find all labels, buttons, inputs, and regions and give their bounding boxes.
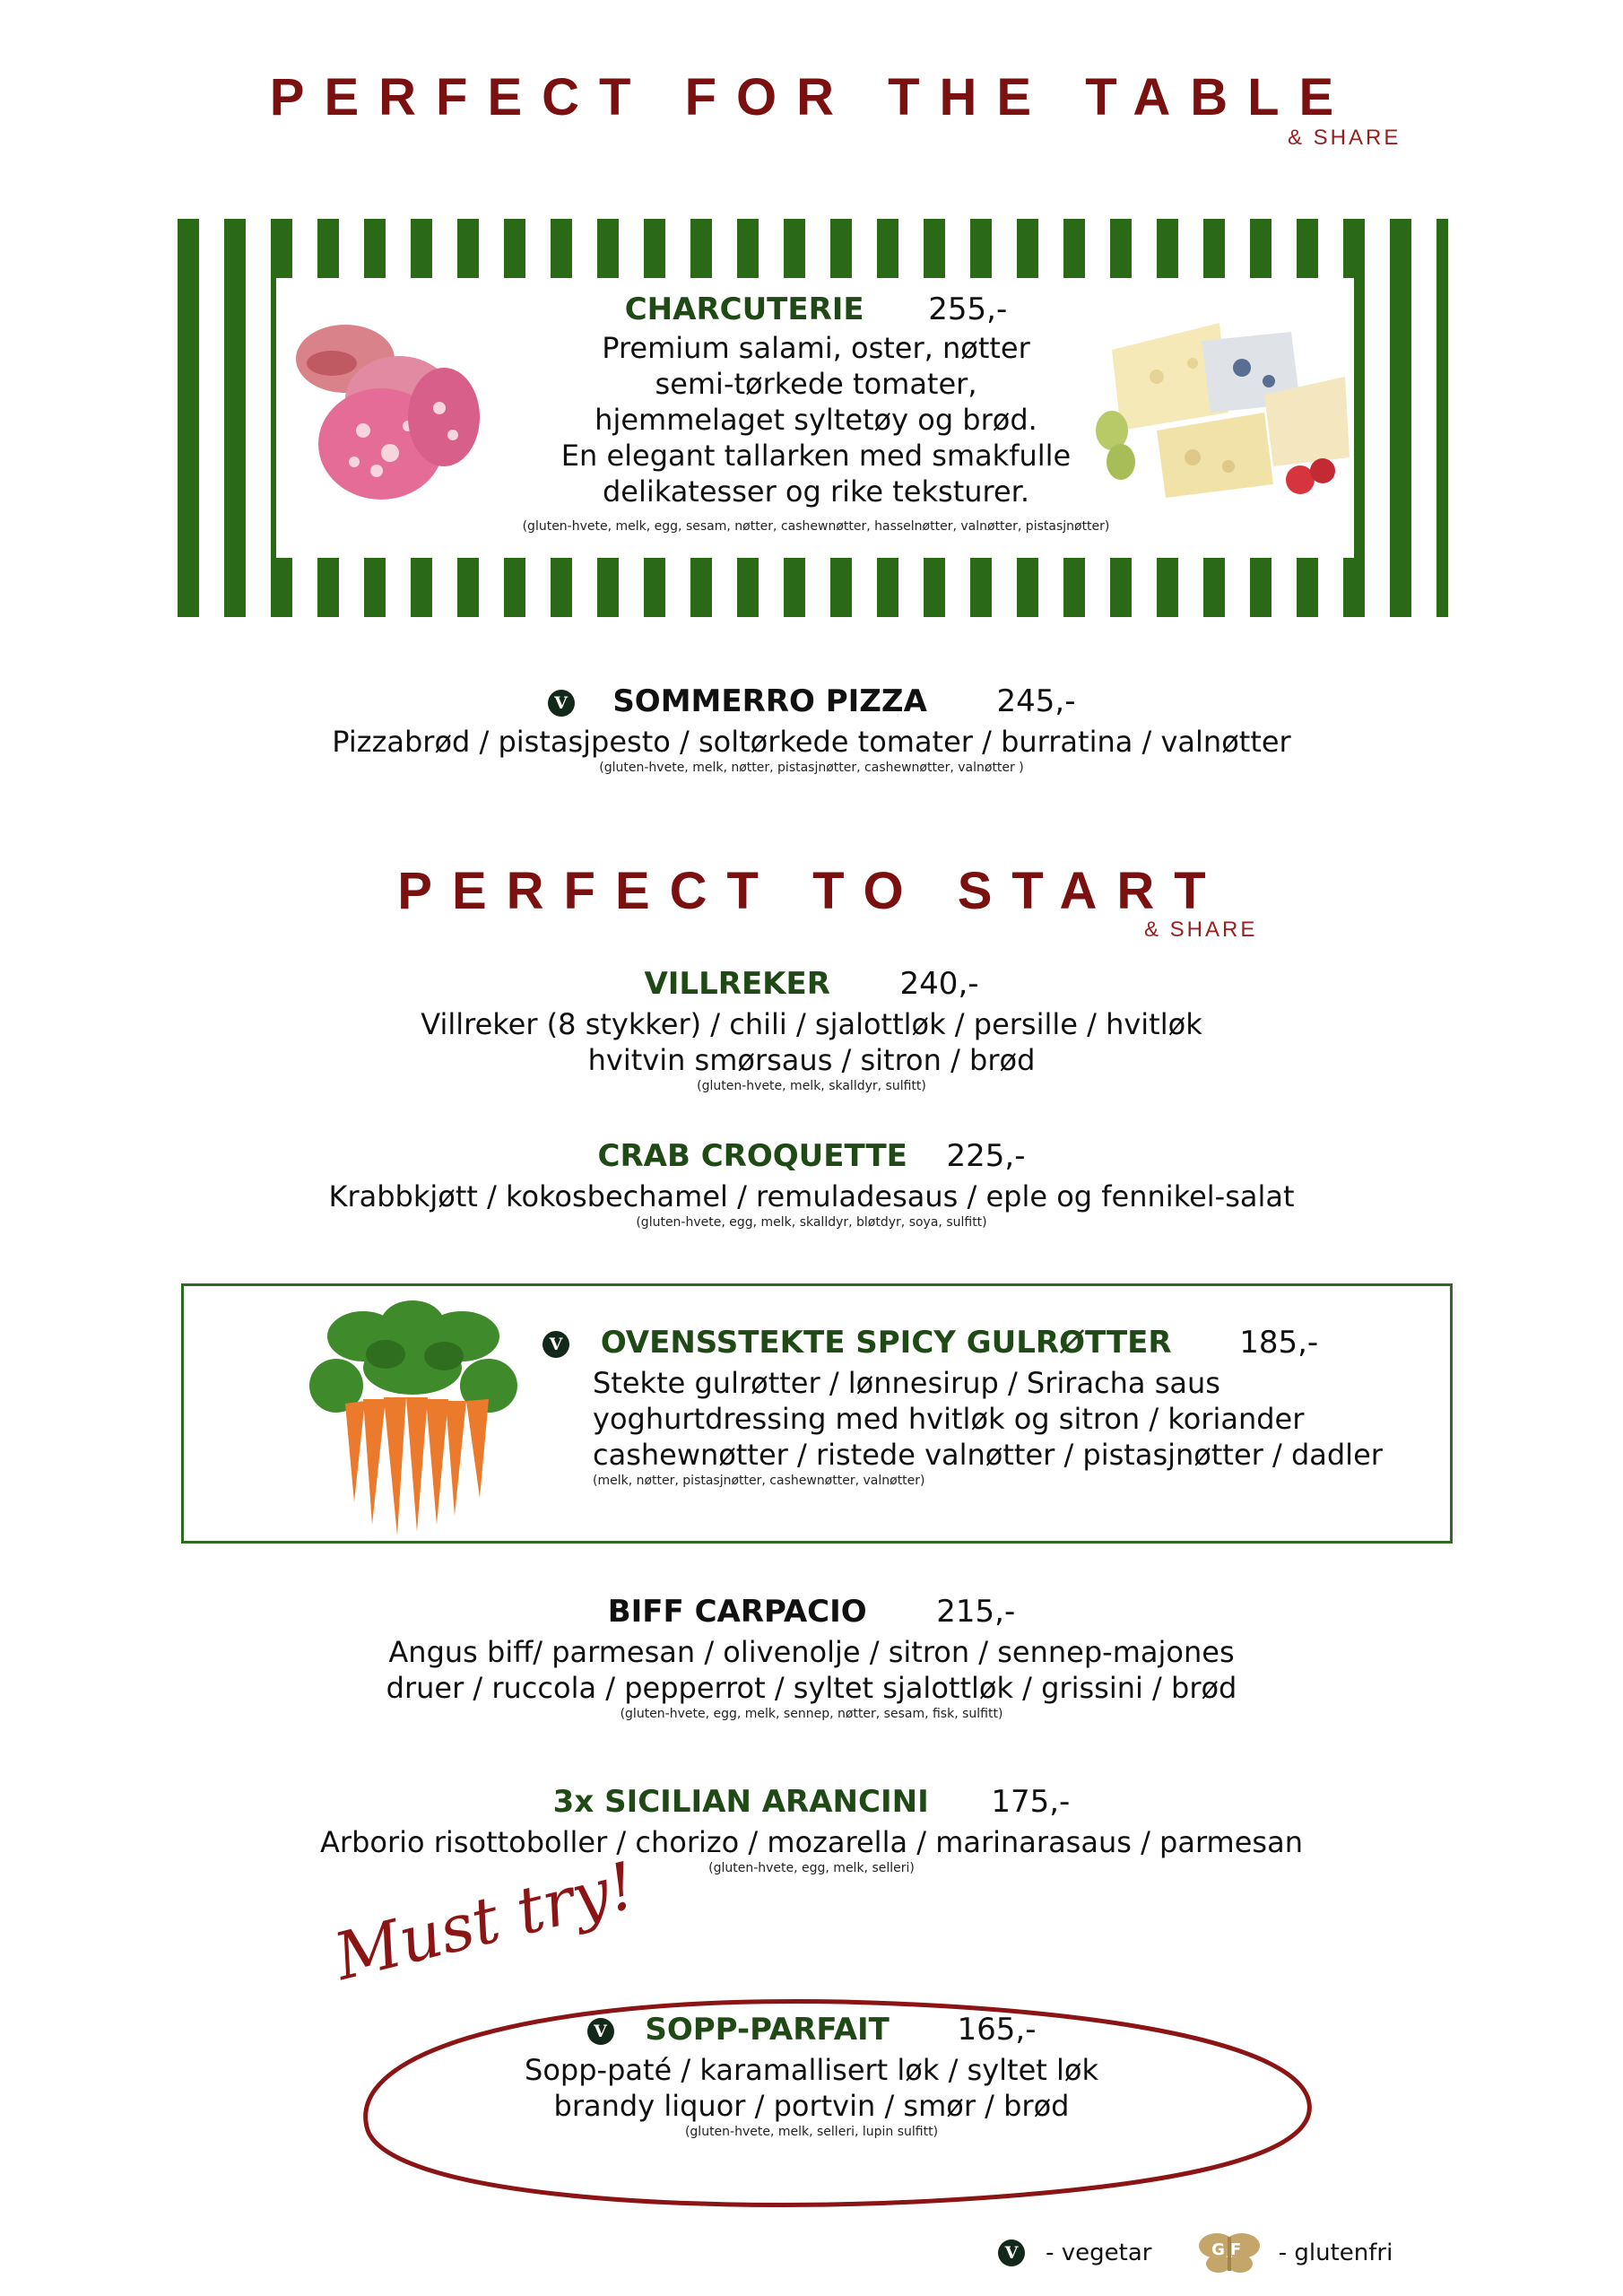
section-title-table: PERFECT FOR THE TABLE <box>269 68 1354 126</box>
crab-price: 225,- <box>946 1138 1026 1174</box>
parfait-item <box>0 2014 1623 2140</box>
salami-illustration <box>291 309 489 525</box>
vegetarian-badge-icon: V <box>542 1331 569 1358</box>
arancini-allergens: (gluten-hvete, egg, melk, selleri) <box>708 1861 915 1875</box>
sommerro-allergens: (gluten-hvete, melk, nøtter, pistasjnøtter, cashewnøtter, valnøtter ) <box>599 761 1024 775</box>
parfait-name: SOPP-PARFAIT <box>645 2012 890 2048</box>
crab-name: CRAB CROQUETTE <box>597 1138 907 1174</box>
carpacio-price: 215,- <box>936 1594 1016 1630</box>
villreker-price: 240,- <box>899 966 979 1002</box>
gulrotter-price: 185,- <box>1239 1325 1319 1361</box>
sommerro-item <box>0 683 1623 776</box>
charcuterie-price: 255,- <box>928 291 1008 327</box>
charcuterie-desc-1: Premium salami, oster, nøtter <box>602 331 1030 365</box>
carrot-illustration <box>300 1300 525 1538</box>
section-subtitle-table: & SHARE <box>1288 126 1402 150</box>
parfait-price: 165,- <box>957 2012 1037 2048</box>
gulrotter-name: OVENSSTEKTE SPICY GULRØTTER <box>600 1325 1172 1361</box>
crab-allergens: (gluten-hvete, egg, melk, skalldyr, bløtdyr, soya, sulfitt) <box>636 1215 987 1230</box>
arancini-desc: Arborio risottoboller / chorizo / mozarella / marinarasaus / parmesan <box>320 1825 1303 1859</box>
villreker-desc-2: hvitvin smørsaus / sitron / brød <box>587 1043 1036 1077</box>
charcuterie-name: CHARCUTERIE <box>624 291 864 327</box>
parfait-desc-2: brandy liquor / portvin / smør / brød <box>553 2089 1070 2123</box>
villreker-allergens: (gluten-hvete, melk, skalldyr, sulfitt) <box>697 1079 926 1093</box>
villreker-name: VILLREKER <box>644 966 830 1002</box>
villreker-desc-1: Villreker (8 stykker) / chili / sjalottløk / persille / hvitløk <box>421 1007 1202 1041</box>
crab-desc: Krabbkjøtt / kokosbechamel / remuladesaus / eple og fennikel-salat <box>328 1179 1295 1213</box>
gulrotter-desc-2: yoghurtdressing med hvitløk og sitron / koriander <box>593 1402 1305 1436</box>
must-try-label: Must try! <box>326 1847 643 1995</box>
sommerro-desc: Pizzabrød / pistasjpesto / soltørkede tomater / burratina / valnøtter <box>332 725 1291 759</box>
arancini-price: 175,- <box>991 1784 1071 1820</box>
vegetarian-badge-icon: V <box>587 2018 614 2045</box>
carpacio-desc-2: druer / ruccola / pepperrot / syltet sjalottløk / grissini / brød <box>386 1671 1237 1705</box>
carpacio-allergens: (gluten-hvete, egg, melk, sennep, nøtter, sesam, fisk, sulfitt) <box>620 1707 1003 1721</box>
carpacio-name: BIFF CARPACIO <box>607 1594 867 1630</box>
gulrotter-desc-3: cashewnøtter / ristede valnøtter / pistasjnøtter / dadler <box>593 1438 1383 1472</box>
gluten-free-butterfly-icon <box>1197 2231 1262 2274</box>
legend-vegetar-label: - vegetar <box>1046 2239 1152 2266</box>
villreker-item <box>0 966 1623 1094</box>
crab-item <box>0 1138 1623 1231</box>
section-title-start: PERFECT TO START <box>397 862 1226 920</box>
carpacio-desc-1: Angus biff/ parmesan / olivenolje / sitron / sennep-majones <box>388 1635 1235 1669</box>
legend <box>998 2231 1393 2267</box>
charcuterie-item <box>502 291 1130 509</box>
gf-badge-text: GF <box>1211 2240 1247 2259</box>
charcuterie-desc-2: semi-tørkede tomater, <box>655 367 977 401</box>
legend-glutenfri-label: - glutenfri <box>1278 2239 1393 2266</box>
charcuterie-desc-5: delikatesser og rike teksturer. <box>602 474 1030 509</box>
arancini-item <box>0 1784 1623 1876</box>
sommerro-name: SOMMERRO PIZZA <box>612 683 927 719</box>
parfait-allergens: (gluten-hvete, melk, selleri, lupin sulfitt) <box>684 2125 939 2139</box>
gulrotter-desc-1: Stekte gulrøtter / lønnesirup / Sriracha saus <box>593 1366 1220 1400</box>
charcuterie-desc-4: En elegant tallarken med smakfulle <box>560 439 1072 473</box>
arancini-name: 3x SICILIAN ARANCINI <box>552 1784 929 1820</box>
cheese-illustration <box>1085 314 1354 511</box>
section-subtitle-start: & SHARE <box>1144 918 1258 942</box>
gulrotter-allergens: (melk, nøtter, pistasjnøtter, cashewnøtter, valnøtter) <box>593 1474 925 1488</box>
parfait-desc-1: Sopp-paté / karamallisert løk / syltet løk <box>525 2053 1098 2087</box>
charcuterie-desc-3: hjemmelaget syltetøy og brød. <box>595 403 1037 437</box>
sommerro-price: 245,- <box>996 683 1076 719</box>
vegetarian-badge-icon: V <box>998 2239 1025 2266</box>
vegetarian-badge-icon: V <box>548 690 575 717</box>
charcuterie-allergens: (gluten-hvete, melk, egg, sesam, nøtter, cashewnøtter, hasselnøtter, valnøtter, pistasjnøtter) <box>522 519 1110 534</box>
carpacio-item <box>0 1596 1623 1722</box>
gulrotter-item <box>542 1327 1439 1489</box>
